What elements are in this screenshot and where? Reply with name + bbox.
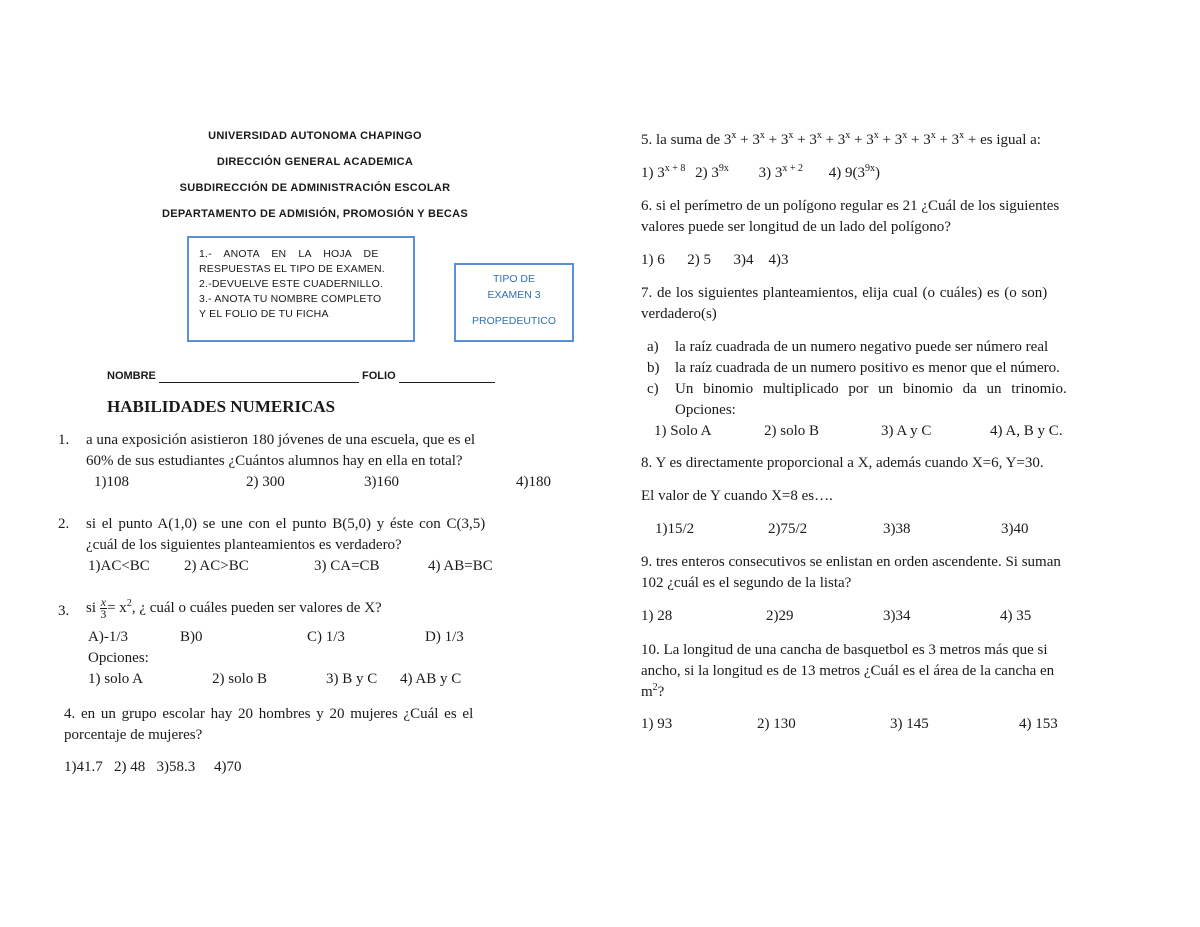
q3-frac-numerator: x [100, 595, 107, 609]
q5-plus: + [935, 132, 952, 148]
q6-line1: 6. si el perímetro de un polígono regular es 21 ¿Cuál de los siguientes [641, 198, 1060, 214]
q5-term-exp: x [788, 130, 794, 141]
q1-option[interactable]: 3)160 [364, 474, 399, 490]
q5-intro: 5. la suma de [641, 132, 721, 148]
q5-term-exp: x [930, 130, 936, 141]
q5-term-exp: x [959, 130, 965, 141]
q7-item-text: la raíz cuadrada de un numero negativo puede ser número real [675, 339, 1049, 355]
q9-option[interactable]: 3)34 [883, 608, 911, 624]
q5-opt3-exp: x + 2 [782, 163, 804, 174]
instruction-line: 2.-DEVUELVE ESTE CUADERNILLO. [199, 278, 384, 290]
q2-number: 2. [58, 516, 70, 532]
q4-options[interactable]: 1)41.7 2) 48 3)58.3 4)70 [64, 759, 242, 775]
q3-frac-denominator: 3 [100, 607, 107, 621]
q10-option[interactable]: 2) 130 [757, 716, 796, 732]
q5-plus: + [878, 132, 895, 148]
q8-option[interactable]: 3)40 [1001, 521, 1029, 537]
q5-term [952, 132, 965, 148]
q5-opt4-exp: 9x [865, 163, 876, 174]
q4-line1: 4. en un grupo escolar hay 20 hombres y 20 mujeres ¿Cuál es el [64, 706, 474, 722]
q5-term-base: 3 [894, 132, 903, 148]
q3-value: B)0 [180, 629, 203, 645]
q5-plus: + [850, 132, 867, 148]
q5-term-exp: x [845, 130, 851, 141]
q5-term-exp: x [759, 130, 765, 141]
q10-unit-post: ? [657, 684, 665, 700]
header-direction: DIRECCIÓN GENERAL ACADEMICA [216, 156, 414, 168]
q2-option[interactable]: 2) AC>BC [184, 558, 249, 574]
q5-option[interactable] [695, 165, 729, 181]
q10-option[interactable]: 3) 145 [890, 716, 929, 732]
q5-options [641, 163, 880, 184]
q5-term-base: 3 [951, 132, 960, 148]
instruction-line: Y EL FOLIO DE TU FICHA [199, 308, 329, 320]
q8-line2: El valor de Y cuando X=8 es…. [641, 488, 833, 504]
q5-opt1-exp: x + 8 [664, 163, 686, 174]
q8-option[interactable]: 1)15/2 [655, 521, 695, 537]
q3-option[interactable]: 1) solo A [88, 671, 144, 687]
q10-unit: m [641, 684, 653, 700]
q5-term-base: 3 [866, 132, 874, 148]
q5-term-exp: x [731, 130, 737, 141]
q5-terms [724, 132, 980, 148]
q5-plus: + [793, 132, 810, 148]
q5-option[interactable] [829, 165, 880, 181]
q3-value: C) 1/3 [307, 629, 345, 645]
q5-option[interactable] [759, 165, 803, 181]
q5-term-base: 3 [752, 132, 760, 148]
q9-line1: 9. tres enteros consecutivos se enlistan en orden ascendente. Si suman [641, 554, 1061, 570]
q1-option[interactable]: 4)180 [516, 474, 551, 490]
q10-option[interactable]: 1) 93 [641, 716, 673, 732]
q5-term [724, 132, 737, 148]
q5-opt3-base: 3) 3 [758, 165, 783, 181]
q5-term [838, 132, 851, 148]
q7-item-letter: a) [647, 339, 659, 355]
instruction-line: 1.- ANOTA EN LA HOJA DE [199, 248, 379, 260]
q7-opciones-label: Opciones: [675, 402, 736, 418]
q7-line1: 7. de los siguientes planteamientos, elija cual (o cuáles) es (o son) [641, 285, 1048, 301]
folio-field[interactable] [399, 370, 495, 383]
q7-option[interactable]: 3) A y C [881, 423, 932, 439]
q10-unit-exp: 2 [652, 682, 658, 693]
q3-number: 3. [58, 603, 70, 619]
q3-option[interactable]: 4) AB y C [400, 671, 462, 687]
q5-opt1-base: 1) 3 [641, 165, 665, 181]
header-university: UNIVERSIDAD AUTONOMA CHAPINGO [208, 130, 422, 142]
q5-outro: es igual a: [980, 132, 1041, 148]
q5-opt4-pre: 4) 9(3 [828, 165, 866, 181]
q6-line2: valores puede ser longitud de un lado del polígono? [641, 219, 951, 235]
q5-term-base: 3 [923, 132, 931, 148]
q5-term [923, 132, 936, 148]
q5-opt4-post: ) [875, 165, 881, 181]
q8-option[interactable]: 2)75/2 [768, 521, 808, 537]
exam-type-box [454, 263, 574, 342]
q5-plus: + [736, 132, 753, 148]
q1-option[interactable]: 1)108 [94, 474, 129, 490]
q3-value: A)-1/3 [88, 629, 128, 645]
q3-fraction [100, 597, 107, 620]
q2-option[interactable]: 1)AC<BC [88, 558, 150, 574]
q6-options[interactable]: 1) 6 2) 5 3)4 4)3 [641, 252, 789, 268]
exam-type-label: TIPO DE [492, 273, 535, 285]
section-title: HABILIDADES NUMERICAS [107, 397, 336, 416]
q5-term-exp: x [902, 130, 908, 141]
q7-item-text: Un binomio multiplicado por un binomio da un trinomio. [675, 381, 1067, 397]
q9-line2: 102 ¿cuál es el segundo de la lista? [641, 575, 852, 591]
q3-option[interactable]: 2) solo B [212, 671, 268, 687]
q7-option[interactable]: 4) A, B y C. [990, 423, 1063, 439]
q3-equals: = x [107, 599, 127, 616]
q2-option[interactable]: 3) CA=CB [314, 558, 380, 574]
q7-item-letter: b) [647, 360, 660, 376]
q7-option[interactable]: 2) solo B [764, 423, 820, 439]
q7-option[interactable]: 1) Solo A [654, 423, 712, 439]
q5-term [809, 132, 822, 148]
q5-plus: + [964, 132, 981, 148]
q5-term [895, 132, 908, 148]
folio-label: FOLIO [362, 370, 396, 382]
q10-line1: 10. La longitud de una cancha de basquetbol es 3 metros más que si [641, 642, 1048, 658]
header-department: DEPARTAMENTO DE ADMISIÓN, PROMOSIÓN Y BECAS [161, 208, 469, 220]
q1-line2: 60% de sus estudiantes ¿Cuántos alumnos hay en ella en total? [86, 453, 463, 469]
q10-line2: ancho, si la longitud es de 13 metros ¿Cuál es el área de la cancha en [641, 663, 1055, 679]
q10-option[interactable]: 4) 153 [1019, 716, 1058, 732]
q4-line2: porcentaje de mujeres? [64, 727, 203, 743]
q1-number: 1. [58, 432, 70, 448]
q5-term-base: 3 [837, 132, 846, 148]
q1-option[interactable]: 2) 300 [246, 474, 285, 490]
q3-value: D) 1/3 [425, 629, 464, 645]
q5-term [781, 132, 794, 148]
q5-option[interactable] [641, 165, 685, 181]
q5-plus: + [821, 132, 838, 148]
name-field[interactable] [159, 370, 359, 383]
q7-line2: verdadero(s) [641, 306, 717, 322]
q5-opt2-exp: 9x [718, 163, 729, 174]
q1-line1: a una exposición asistieron 180 jóvenes de una escuela, que es el [86, 432, 476, 448]
q5-term [752, 132, 765, 148]
q5-statement [641, 130, 1041, 151]
q2-line2: ¿cuál de los siguientes planteamientos es verdadero? [86, 537, 402, 553]
q8-line1: 8. Y es directamente proporcional a X, además cuando X=6, Y=30. [641, 455, 1044, 471]
q3-pre: si [86, 599, 97, 616]
q3-opciones-label: Opciones: [88, 650, 149, 666]
name-folio-row [107, 370, 495, 383]
q10-line3 [641, 682, 664, 703]
exam-type-number: EXAMEN 3 [487, 289, 541, 301]
exam-type-name: PROPEDEUTICO [471, 315, 556, 327]
q5-term-base: 3 [809, 132, 817, 148]
instruction-line: 3.- ANOTA TU NOMBRE COMPLETO [199, 293, 382, 305]
q7-item-letter: c) [647, 381, 659, 397]
q3-statement [86, 597, 382, 620]
q2-line1: si el punto A(1,0) se une con el punto B(5,0) y éste con C(3,5) [86, 516, 486, 532]
q5-term-exp: x [873, 130, 879, 141]
q5-opt2-base: 2) 3 [695, 165, 719, 181]
q5-plus: + [907, 132, 924, 148]
q5-term-base: 3 [723, 132, 732, 148]
name-label: NOMBRE [107, 370, 156, 382]
header-subdirection: SUBDIRECCIÓN DE ADMINISTRACIÓN ESCOLAR [179, 182, 451, 194]
q5-term [866, 132, 879, 148]
q3-option[interactable]: 3) B y C [326, 671, 378, 687]
q5-term-base: 3 [780, 132, 789, 148]
q5-plus: + [764, 132, 781, 148]
q8-option[interactable]: 3)38 [883, 521, 911, 537]
q9-option[interactable]: 1) 28 [641, 608, 673, 624]
q3-exponent: 2 [126, 597, 132, 609]
q9-option[interactable]: 4) 35 [1000, 608, 1032, 624]
q2-option[interactable]: 4) AB=BC [428, 558, 493, 574]
instructions-box [187, 236, 415, 342]
q7-item-text: la raíz cuadrada de un numero positivo es menor que el número. [675, 360, 1060, 376]
q9-option[interactable]: 2)29 [766, 608, 794, 624]
q5-term-exp: x [816, 130, 822, 141]
q3-post: , ¿ cuál o cuáles pueden ser valores de X? [131, 599, 382, 616]
instruction-line: RESPUESTAS EL TIPO DE EXAMEN. [199, 263, 385, 275]
